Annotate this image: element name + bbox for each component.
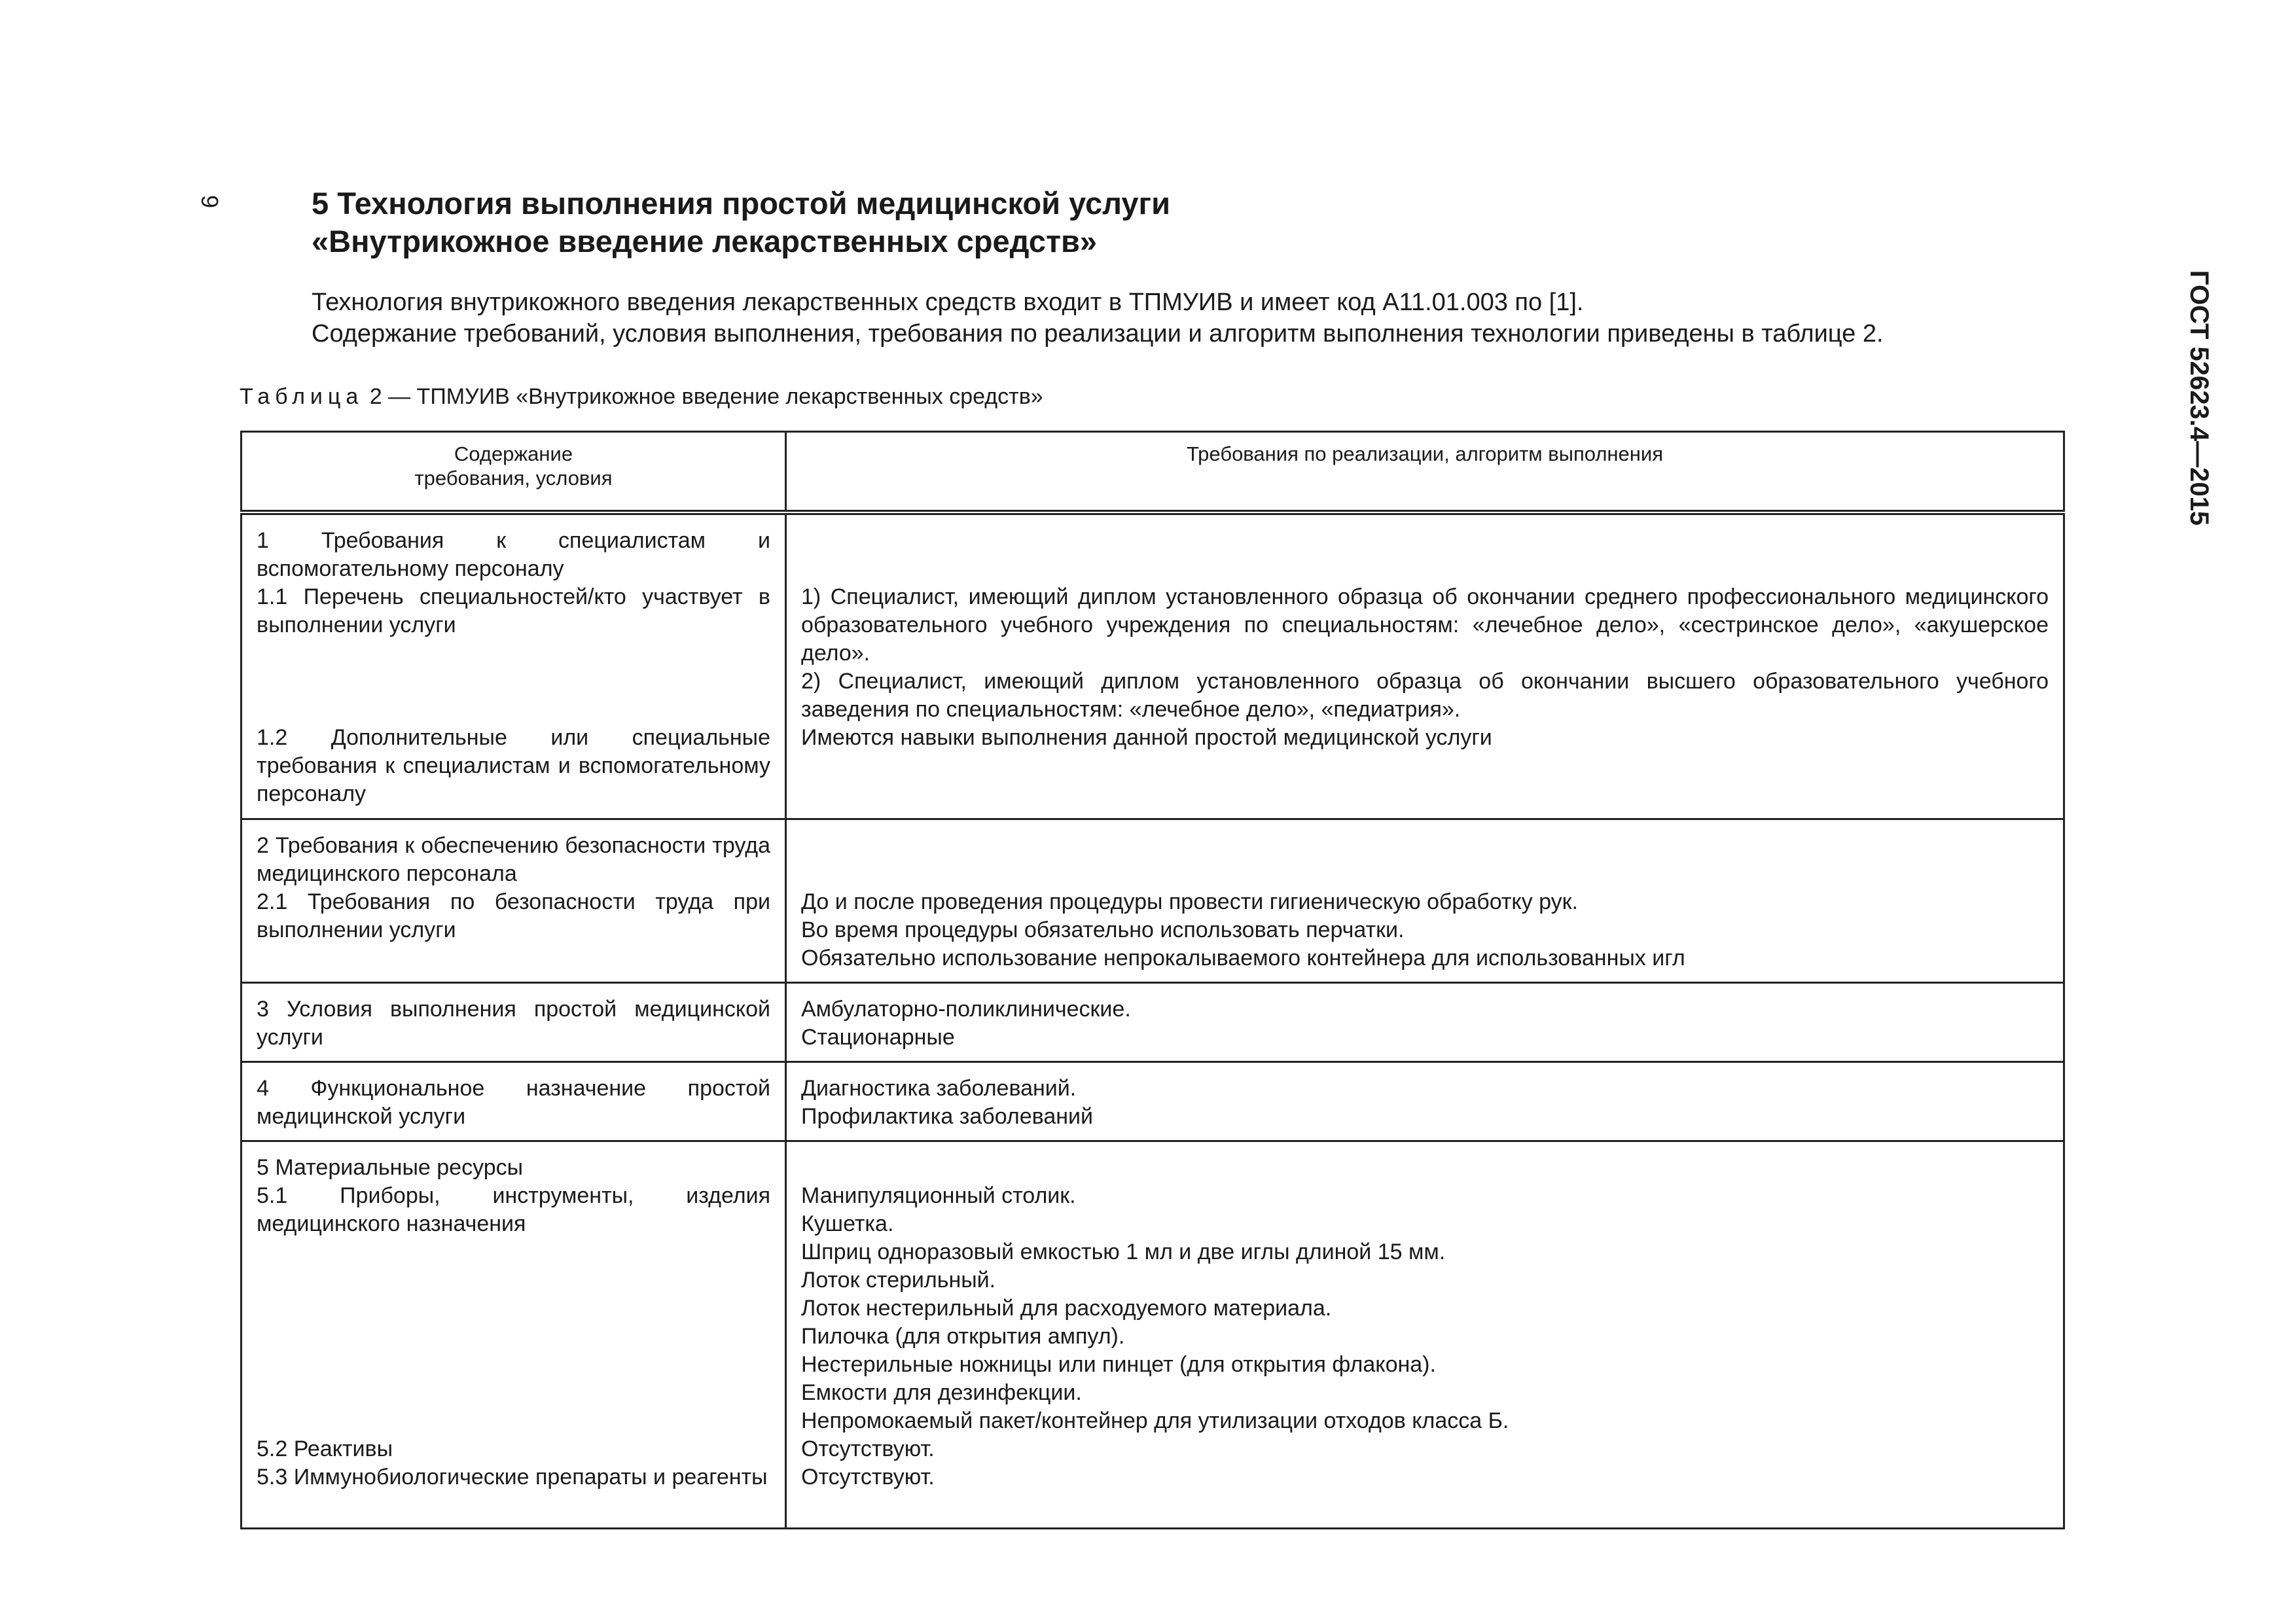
intro-text bbox=[312, 287, 2079, 349]
row-5-res-10: Отсутствуют. bbox=[801, 1436, 935, 1461]
intro-paragraph-2: Содержание требований, условия выполнения, требования по реализации и алгоритм выполнения технологии приведены в таблице 2. bbox=[312, 320, 1884, 348]
table-row bbox=[242, 512, 2064, 819]
heading-line-2: «Внутрикожное введение лекарственных средств» bbox=[312, 224, 1097, 259]
row-3-left bbox=[242, 982, 786, 1061]
row-5-res-1: Манипуляционный столик. bbox=[801, 1183, 1076, 1208]
table-row bbox=[242, 819, 2064, 982]
row-5-item-5-2: 5.2 Реактивы bbox=[257, 1436, 393, 1461]
section-heading bbox=[312, 185, 1948, 260]
row-2-left bbox=[242, 819, 786, 982]
table-row bbox=[242, 982, 2064, 1061]
table-row bbox=[242, 1061, 2064, 1141]
row-5-res-6: Пилочка (для открытия ампул). bbox=[801, 1323, 1125, 1349]
row-1-item-1-1: 1.1 Перечень специальностей/кто участвует в выполнении услуги bbox=[257, 584, 770, 637]
page-number: 9 bbox=[196, 194, 223, 209]
row-5-res-3: Шприц одноразовый емкостью 1 мл и две иглы длиной 15 мм. bbox=[801, 1239, 1446, 1264]
row-2-req-1: До и после проведения процедуры провести гигиеническую обработку рук. bbox=[801, 889, 1578, 914]
row-4-req-1: Диагностика заболеваний. bbox=[801, 1075, 1077, 1101]
row-3-req-1: Амбулаторно-поликлинические. bbox=[801, 996, 1131, 1022]
row-4-right bbox=[786, 1061, 2064, 1141]
header-col-2 bbox=[786, 432, 2064, 513]
row-3-item-3: 3 Условия выполнения простой медицинской услуги bbox=[257, 996, 770, 1050]
row-3-right bbox=[786, 982, 2064, 1061]
row-4-item-4: 4 Функциональное назначение простой медицинской услуги bbox=[257, 1075, 770, 1129]
table-row bbox=[242, 1141, 2064, 1528]
table-caption bbox=[240, 382, 1043, 411]
row-5-left bbox=[242, 1141, 786, 1528]
header-col-1-line-1: Содержание bbox=[454, 442, 573, 465]
row-5-item-5-1: 5.1 Приборы, инструменты, изделия медицинского назначения bbox=[257, 1183, 770, 1236]
row-5-res-8: Емкости для дезинфекции. bbox=[801, 1380, 1082, 1405]
header-col-1-line-2: требования, условия bbox=[414, 467, 613, 490]
row-5-res-5: Лоток нестерильный для расходуемого материала. bbox=[801, 1295, 1332, 1321]
row-5-res-2: Кушетка. bbox=[801, 1211, 894, 1236]
heading-line-1: 5 Технология выполнения простой медицинской услуги bbox=[312, 186, 1171, 221]
row-1-req-2: 2) Специалист, имеющий диплом установленного образца об окончании высшего образовательного учебного заведения по специальностям: «лечебное дело», «педиатрия». bbox=[801, 669, 2049, 722]
row-3-req-2: Стационарные bbox=[801, 1024, 955, 1050]
row-5-res-4: Лоток стерильный. bbox=[801, 1267, 996, 1293]
row-5-item-5-3: 5.3 Иммунобиологические препараты и реагенты bbox=[257, 1464, 768, 1489]
row-5-item-5: 5 Материальные ресурсы bbox=[257, 1154, 524, 1180]
caption-label: Таблица bbox=[240, 384, 364, 409]
row-2-item-2-1: 2.1 Требования по безопасности труда при выполнении услуги bbox=[257, 889, 770, 942]
row-5-res-7: Нестерильные ножницы или пинцет (для открытия флакона). bbox=[801, 1351, 1436, 1377]
row-1-right bbox=[786, 512, 2064, 819]
caption-text: 2 — ТПМУИВ «Внутрикожное введение лекарственных средств» bbox=[363, 384, 1043, 409]
row-2-right bbox=[786, 819, 2064, 982]
header-col-2-text: Требования по реализации, алгоритм выполнения bbox=[1186, 442, 1663, 465]
row-1-req-3: Имеются навыки выполнения данной простой медицинской услуги bbox=[801, 725, 1492, 750]
header-col-1 bbox=[242, 432, 786, 513]
row-2-item-2: 2 Требования к обеспечению безопасности труда медицинского персонала bbox=[257, 832, 770, 886]
requirements-table bbox=[240, 431, 2065, 1529]
row-1-item-1-2: 1.2 Дополнительные или специальные требования к специалистам и вспомогательному персоналу bbox=[257, 725, 770, 806]
document-code: ГОСТ 52623.4—2015 bbox=[2185, 270, 2214, 526]
row-1-req-1: 1) Специалист, имеющий диплом установленного образца об окончании среднего профессионального медицинского образовательного учебного учреждения по специальностям: «лечебное дело», «сестринское дело», «акушерское дело». bbox=[801, 584, 2049, 666]
table-header-row bbox=[242, 432, 2064, 513]
row-5-right bbox=[786, 1141, 2064, 1528]
row-4-left bbox=[242, 1061, 786, 1141]
row-2-req-2: Во время процедуры обязательно использовать перчатки. bbox=[801, 917, 1405, 942]
row-5-res-11: Отсутствуют. bbox=[801, 1464, 935, 1489]
row-2-req-3: Обязательно использование непрокалываемого контейнера для использованных игл bbox=[801, 945, 1685, 971]
row-1-left bbox=[242, 512, 786, 819]
intro-paragraph-1: Технология внутрикожного введения лекарственных средств входит в ТПМУИВ и имеет код А11.01.003 по [1]. bbox=[312, 289, 1584, 316]
row-5-res-9: Непромокаемый пакет/контейнер для утилизации отходов класса Б. bbox=[801, 1408, 1509, 1433]
row-1-item-1: 1 Требования к специалистам и вспомогательному персоналу bbox=[257, 528, 770, 581]
row-4-req-2: Профилактика заболеваний bbox=[801, 1103, 1094, 1129]
